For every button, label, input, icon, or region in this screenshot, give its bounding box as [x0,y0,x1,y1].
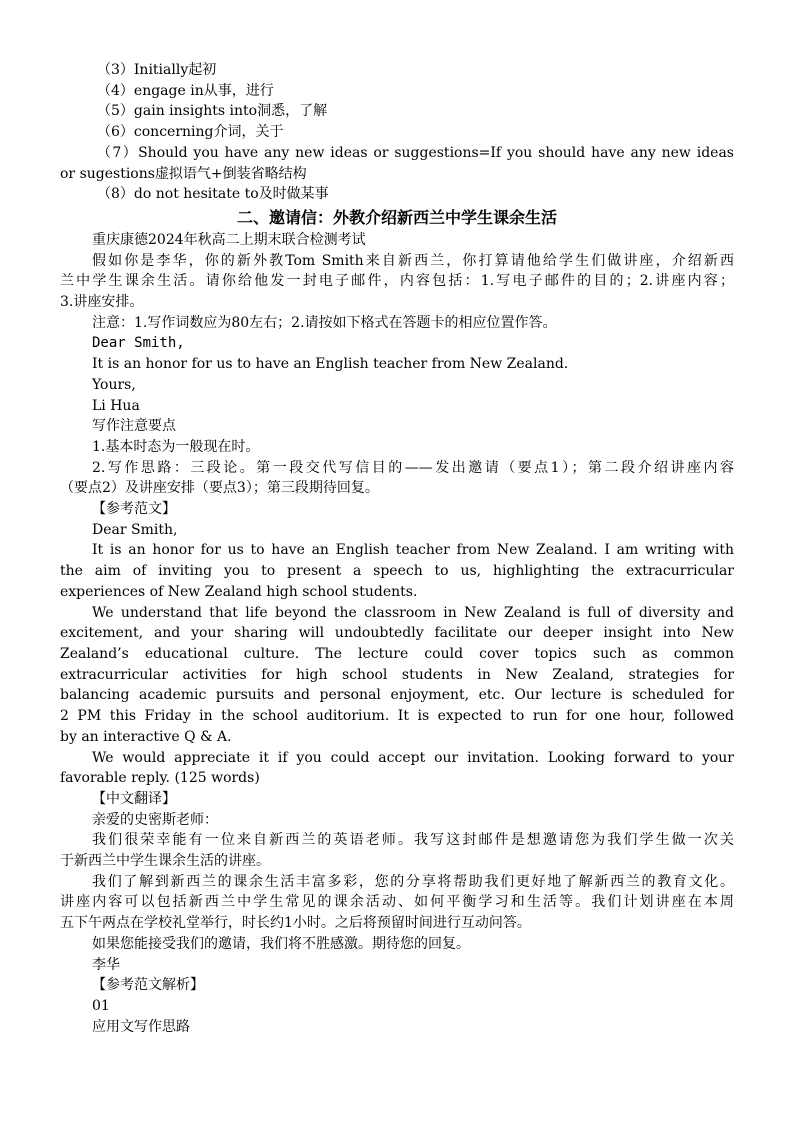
sample-heading: 【参考范文】 [92,501,176,518]
vocab-note-7-line1: （7）Should you have any new ideas or suggestions=If you should have any new ideas [97,144,734,161]
tips-item-2-line1: 2.写作思路：三段论。第一段交代写信目的——发出邀请（要点1）；第二段介绍讲座内容 [92,459,734,476]
format-signature: Li Hua [92,397,140,414]
translation-p1-line2: 于新西兰中学生课余生活的讲座。 [60,853,270,870]
sample-p3-line1: We would appreciate it if you could accept our invitation. Looking forward to your [92,749,734,766]
sample-p1-line3: experiences of New Zealand high school students. [60,583,418,600]
prompt-line-2: 兰中学生课余生活。请你给他发一封电子邮件，内容包括：1.写电子邮件的目的；2.讲座内容； [60,273,734,290]
sample-p2-line5: balancing academic pursuits and personal enjoyment, etc. Our lecture is scheduled for [60,687,734,704]
format-closing: Yours, [92,376,136,393]
translation-p1-line1: 我们很荣幸能有一位来自新西兰的英语老师。我写这封邮件是想邀请您为我们学生做一次关 [92,832,734,849]
vocab-note-3: （3）Initially起初 [97,62,217,78]
sample-p2-line4: extracurricular activities for high school students in New Zealand, strategies for [60,666,734,683]
sample-p2-line7: by an interactive Q & A. [60,728,232,745]
prompt-notice: 注意：1.写作词数应为80左右；2.请按如下格式在答题卡的相应位置作答。 [92,314,557,331]
format-first-line: It is an honor for us to have an English teacher from New Zealand. [92,356,569,373]
vocab-note-4: （4）engage in从事，进行 [97,82,274,99]
sample-p1-line1: It is an honor for us to have an English teacher from New Zealand. I am writing with [92,542,734,559]
prompt-line-1: 假如你是李华，你的新外教Tom Smith来自新西兰，你打算请他给学生们做讲座，介绍新西 [92,252,734,269]
translation-p3: 如果您能接受我们的邀请，我们将不胜感激。期待您的回复。 [92,935,470,952]
prompt-line-3: 3.讲座安排。 [60,294,144,311]
section-title: 二、邀请信：外教介绍新西兰中学生课余生活 [236,207,557,227]
analysis-number: 01 [92,997,110,1014]
vocab-note-8: （8）do not hesitate to及时做某事 [97,186,329,203]
vocab-note-7-line2: or sugestions虚拟语气+倒装省略结构 [60,165,307,182]
sample-p1-line2: the aim of inviting you to present a speech to us, highlighting the extracurricular [60,563,734,580]
tips-item-1: 1.基本时态为一般现在时。 [92,438,260,455]
translation-p2-line1: 我们了解到新西兰的课余生活丰富多彩，您的分享将帮助我们更好地了解新西兰的教育文化。 [92,873,734,890]
analysis-heading: 【参考范文解析】 [92,977,204,994]
sample-p3-line2: favorable reply. (125 words) [60,770,260,787]
sample-greeting: Dear Smith, [92,521,178,538]
translation-heading: 【中文翻译】 [92,790,176,807]
vocab-note-6: （6）concerning介词，关于 [97,124,284,141]
tips-item-2-line2: （要点2）及讲座安排（要点3）；第三段期待回复。 [60,480,379,497]
translation-greeting: 亲爱的史密斯老师： [92,811,218,828]
sample-p2-line6: 2 PM this Friday in the school auditorium. It is expected to run for one hour, followed [60,708,734,725]
exam-source: 重庆康德2024年秋高二上期末联合检测考试 [92,231,366,248]
translation-signature: 李华 [92,956,120,973]
translation-p2-line3: 五下午两点在学校礼堂举行，时长约1小时。之后将预留时间进行互动问答。 [60,915,531,932]
sample-p2-line3: Zealand’s educational culture. The lecture could cover topics such as common [60,645,734,662]
tips-heading: 写作注意要点 [92,418,176,435]
translation-p2-line2: 讲座内容可以包括新西兰中学生常见的课余活动、如何平衡学习和生活等。我们计划讲座在本周 [60,894,734,911]
vocab-note-5: （5）gain insights into洞悉，了解 [97,103,328,120]
format-greeting: Dear Smith, [92,335,185,352]
analysis-subheading: 应用文写作思路 [92,1018,190,1035]
document-page [60,60,734,1037]
sample-p2-line1: We understand that life beyond the classroom in New Zealand is full of diversity and [92,604,734,621]
sample-p2-line2: excitement, and your sharing will undoubtedly facilitate our deeper insight into New [60,625,734,642]
